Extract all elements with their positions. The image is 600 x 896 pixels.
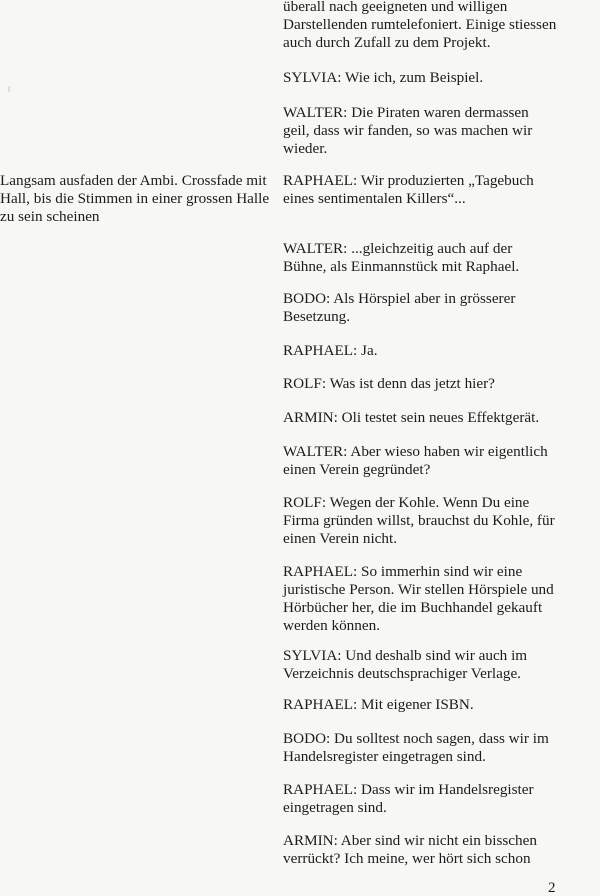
dialogue-paragraph: BODO: Du solltest noch sagen, dass wir im Handelsregister eingetragen sind. xyxy=(283,730,549,765)
scan-speck xyxy=(8,86,10,92)
dialogue-paragraph: SYLVIA: Und deshalb sind wir auch im Verzeichnis deutschsprachiger Verlage. xyxy=(283,647,528,682)
dialogue-paragraph: SYLVIA: Wie ich, zum Beispiel. xyxy=(283,69,484,86)
dialogue-paragraph: RAPHAEL: Ja. xyxy=(283,342,378,359)
dialogue-paragraph: RAPHAEL: So immerhin sind wir eine juristische Person. Wir stellen Hörspiele und Hörbücher her, die im Buchhandel gekauft werden können. xyxy=(283,563,554,634)
stage-direction: Langsam ausfaden der Ambi. Crossfade mit Hall, bis die Stimmen in einer grossen Halle zu sein scheinen xyxy=(0,172,270,225)
page-number: 2 xyxy=(548,880,556,896)
dialogue-paragraph: WALTER: Aber wieso haben wir eigentlich einen Verein gegründet? xyxy=(283,443,548,478)
dialogue-paragraph: überall nach geeigneten und willigen Darstellenden rumtelefoniert. Einige stiessen auch durch Zufall zu dem Projekt. xyxy=(283,0,557,51)
dialogue-paragraph: RAPHAEL: Wir produzierten „Tagebuch eines sentimentalen Killers“... xyxy=(283,172,534,207)
dialogue-paragraph: ROLF: Was ist denn das jetzt hier? xyxy=(283,375,495,392)
dialogue-paragraph: WALTER: ...gleichzeitig auch auf der Bühne, als Einmannstück mit Raphael. xyxy=(283,240,520,275)
dialogue-paragraph: RAPHAEL: Mit eigener ISBN. xyxy=(283,696,474,713)
dialogue-paragraph: WALTER: Die Piraten waren dermassen geil, dass wir fanden, so was machen wir wieder. xyxy=(283,104,533,157)
dialogue-paragraph: ARMIN: Aber sind wir nicht ein bisschen verrückt? Ich meine, wer hört sich schon xyxy=(283,832,537,867)
dialogue-paragraph: RAPHAEL: Dass wir im Handelsregister eingetragen sind. xyxy=(283,781,534,816)
dialogue-paragraph: ARMIN: Oli testet sein neues Effektgerät. xyxy=(283,409,540,426)
dialogue-paragraph: BODO: Als Hörspiel aber in grösserer Besetzung. xyxy=(283,290,516,325)
dialogue-paragraph: ROLF: Wegen der Kohle. Wenn Du eine Firma gründen willst, brauchst du Kohle, für einen Verein nicht. xyxy=(283,494,555,547)
